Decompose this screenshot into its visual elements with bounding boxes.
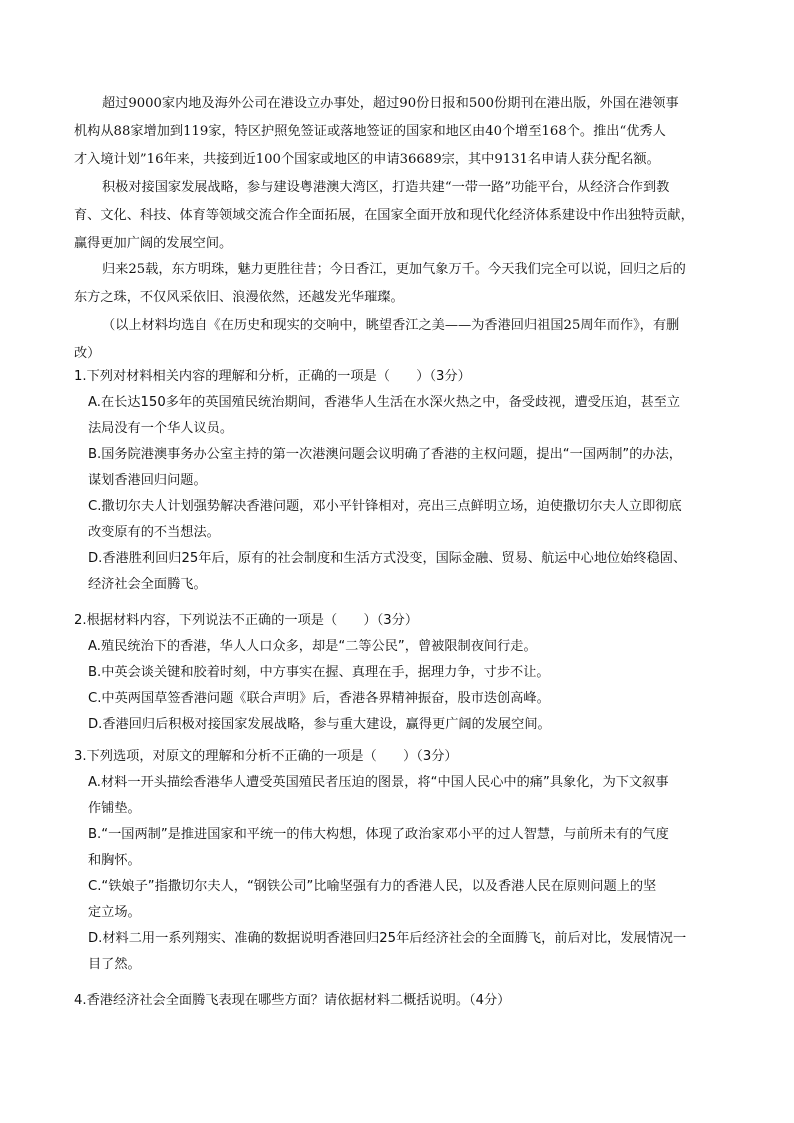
option-d xyxy=(74,712,736,738)
option-a xyxy=(74,634,736,660)
question-4 xyxy=(74,988,736,1014)
text-line: 赢得更加广阔的发展空间。 xyxy=(74,236,233,251)
question-stem: 4.香港经济社会全面腾飞表现在哪些方面？请依据材料二概括说明。（4分） xyxy=(74,993,511,1008)
text-line: 才入境计划”16年来，共接到近100个国家或地区的申请36689宗，其中9131名申请人获分配名额。 xyxy=(74,152,660,167)
option-text: A.材料一开头描绘香港华人遭受英国殖民者压迫的图景，将“中国人民心中的痛”具象化，为下文叙事 xyxy=(88,775,669,790)
option-c xyxy=(74,686,736,712)
text-line: 积极对接国家发展战略，参与建设粤港澳大湾区，打造共建“一带一路”功能平台，从经济合作到教 xyxy=(102,180,670,195)
option-text: C.“铁娘子”指撒切尔夫人，“钢铁公司”比喻坚强有力的香港人民，以及香港人民在原则问题上的坚 xyxy=(88,879,657,894)
option-c xyxy=(74,494,736,546)
option-a xyxy=(74,390,736,442)
material-paragraph-2 xyxy=(74,174,732,258)
material-paragraph-1 xyxy=(74,90,732,174)
option-text-cont: 谋划香港回归问题。 xyxy=(88,473,207,488)
option-text: C.中英两国草签香港问题《联合声明》后，香港各界精神振奋，股市迭创高峰。 xyxy=(88,691,550,706)
option-text-cont: 作铺垫。 xyxy=(88,801,141,816)
text-line: 东方之珠，不仅风采依旧、浪漫依然，还越发光华璀璨。 xyxy=(74,290,404,305)
option-b xyxy=(74,442,736,494)
option-text-cont: 改变原有的不当想法。 xyxy=(88,525,220,540)
option-d xyxy=(74,926,736,978)
question-2 xyxy=(74,608,736,738)
option-a xyxy=(74,770,736,822)
option-text-cont: 目了然。 xyxy=(88,957,141,972)
question-1 xyxy=(74,364,736,598)
option-text-cont: 定立场。 xyxy=(88,905,141,920)
material-paragraph-3 xyxy=(74,256,732,312)
question-stem: 3.下列选项，对原文的理解和分析不正确的一项是（ ）（3分） xyxy=(74,749,458,764)
option-text: D.材料二用一系列翔实、准确的数据说明香港回归25年后经济社会的全面腾飞，前后对比，发展情况一 xyxy=(88,931,687,946)
option-text: A.殖民统治下的香港，华人人口众多，却是“二等公民”，曾被限制夜间行走。 xyxy=(88,639,537,654)
option-text-cont: 经济社会全面腾飞。 xyxy=(88,577,207,592)
option-text-cont: 和胸怀。 xyxy=(88,853,141,868)
option-b xyxy=(74,660,736,686)
option-text: B.国务院港澳事务办公室主持的第一次港澳问题会议明确了香港的主权问题，提出“一国两制”的办法， xyxy=(88,447,682,462)
option-text: C.撒切尔夫人计划强势解决香港问题，邓小平针锋相对，亮出三点鲜明立场，迫使撒切尔夫人立即彻底 xyxy=(88,499,682,514)
option-text: A.在长达150多年的英国殖民统治期间，香港华人生活在水深火热之中，备受歧视，遭受压迫，甚至立 xyxy=(88,395,681,410)
option-d xyxy=(74,546,736,598)
question-stem: 2.根据材料内容，下列说法不正确的一项是（ ）（3分） xyxy=(74,613,419,628)
question-3 xyxy=(74,744,736,978)
option-text: B.中英会谈关键和胶着时刻，中方事实在握、真理在手，据理力争，寸步不让。 xyxy=(88,665,550,680)
option-text: D.香港回归后积极对接国家发展战略，参与重大建设，赢得更广阔的发展空间。 xyxy=(88,717,551,732)
option-text-cont: 法局没有一个华人议员。 xyxy=(88,421,234,436)
text-line: 育、文化、科技、体育等领域交流合作全面拓展，在国家全面开放和现代化经济体系建设中作出独特贡献， xyxy=(74,208,694,223)
text-line: 超过9000家内地及海外公司在港设立办事处，超过90份日报和500份期刊在港出版，外国在港领事 xyxy=(102,96,679,111)
source-line-2: 改） xyxy=(74,346,101,361)
option-b xyxy=(74,822,736,874)
source-line-1: （以上材料均选自《在历史和现实的交响中，眺望香江之美——为香港回归祖国25周年而作》，有删 xyxy=(102,318,680,333)
option-text: D.香港胜利回归25年后，原有的社会制度和生活方式没变，国际金融、贸易、航运中心地位始终稳固、 xyxy=(88,551,687,566)
option-c xyxy=(74,874,736,926)
question-stem: 1.下列对材料相关内容的理解和分析，正确的一项是（ ）（3分） xyxy=(74,369,471,384)
material-source-note xyxy=(74,312,724,368)
option-text: B.“一国两制”是推进国家和平统一的伟大构想，体现了政治家邓小平的过人智慧，与前所未有的气度 xyxy=(88,827,669,842)
text-line: 归来25载，东方明珠，魅力更胜往昔；今日香江，更加气象万千。今天我们完全可以说，回归之后的 xyxy=(102,262,686,277)
text-line: 机构从88家增加到119家，特区护照免签证或落地签证的国家和地区由40个增至168个。推出“优秀人 xyxy=(74,124,666,139)
